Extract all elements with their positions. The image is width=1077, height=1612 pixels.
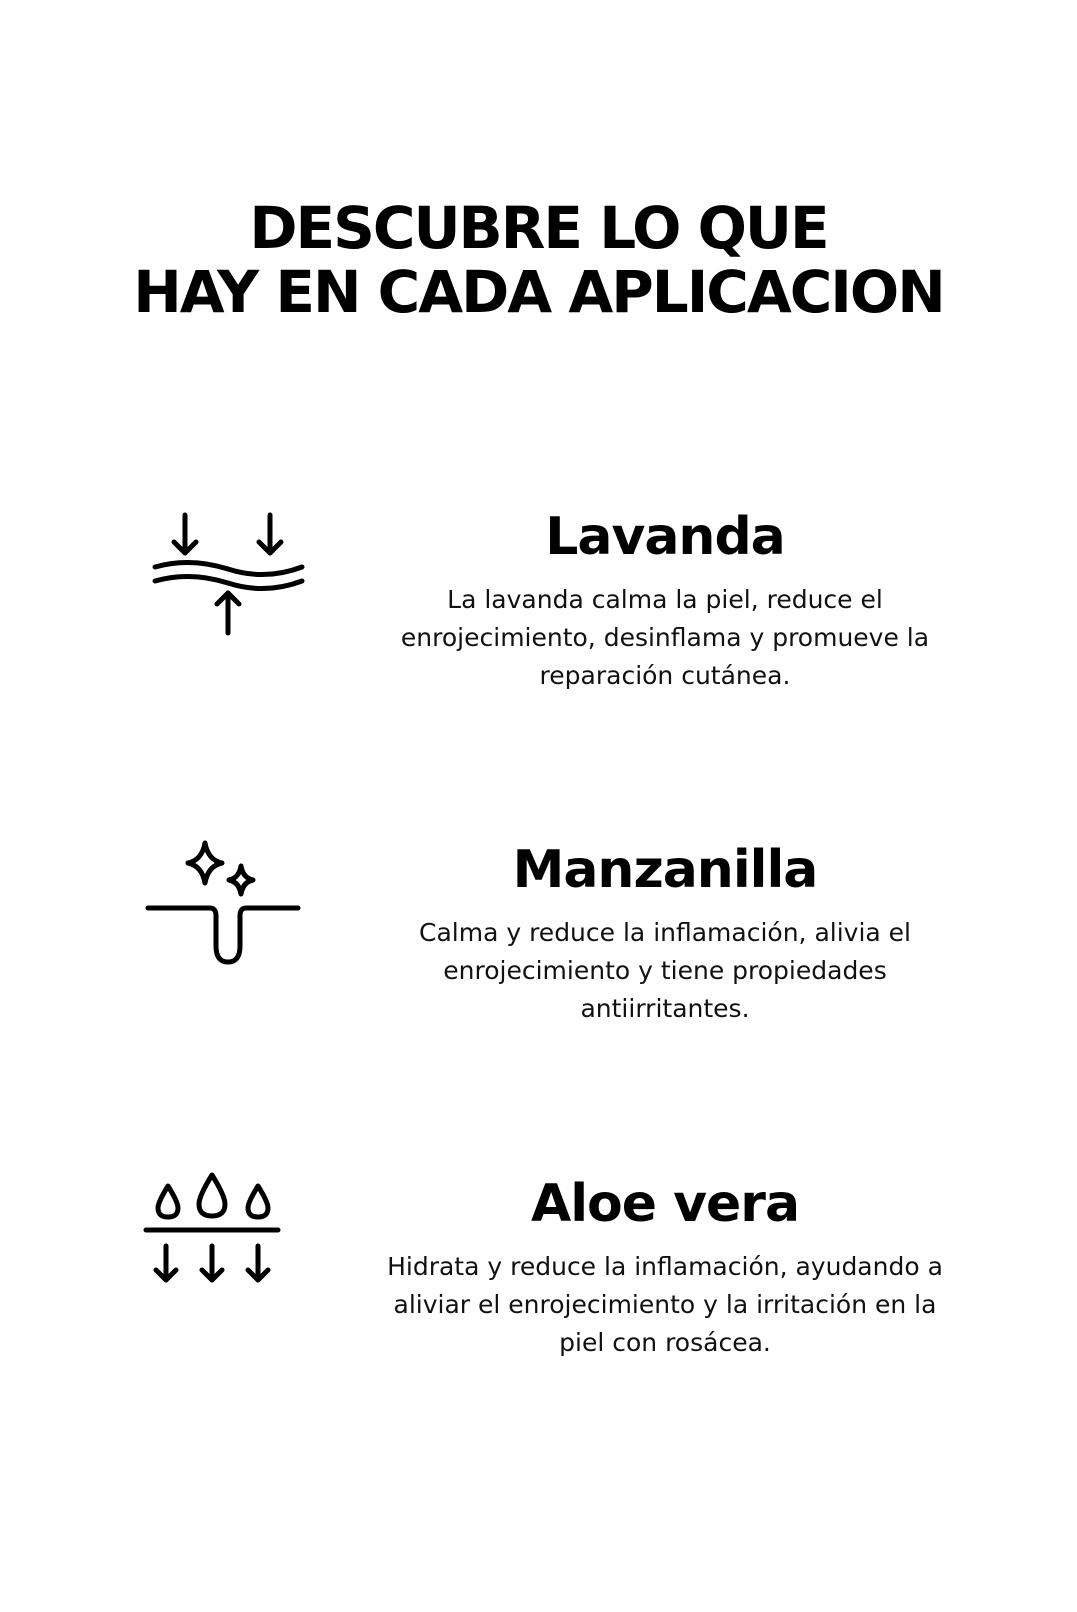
ingredient-description: La lavanda calma la piel, reduce el enrojecimiento, desinflama y promueve la reparación cutánea. — [400, 585, 930, 690]
ingredient-name: Lavanda — [545, 507, 785, 567]
ingredient-name: Manzanilla — [512, 840, 818, 900]
ingredient-description: Hidrata y reduce la inflamación, ayudando a aliviar el enrojecimiento y la irritación en la piel con rosácea. — [387, 1252, 943, 1357]
page-title — [0, 196, 1077, 324]
ingredient-aloe-vera — [0, 1172, 1077, 1402]
ingredient-lavanda — [0, 505, 1077, 735]
ingredient-description: Calma y reduce la inflamación, alivia el enrojecimiento y tiene propiedades antiirritantes. — [419, 918, 911, 1023]
page-title-line-1: DESCUBRE LO QUE — [249, 194, 828, 262]
ingredient-manzanilla — [0, 838, 1077, 1068]
page-title-line-2: HAY EN CADA APLICACION — [133, 258, 944, 326]
ingredient-name: Aloe vera — [530, 1174, 800, 1234]
pore-sparkle-icon — [140, 838, 320, 988]
skin-compress-icon — [140, 505, 320, 655]
water-drops-absorb-icon — [140, 1172, 320, 1322]
